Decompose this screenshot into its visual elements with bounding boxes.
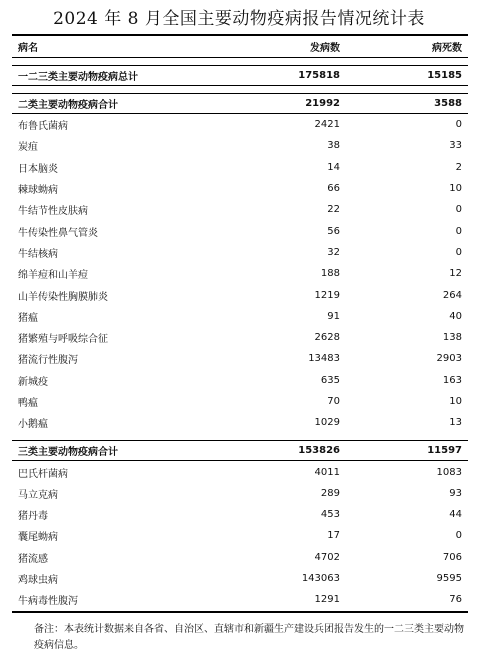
case-count: 13483: [308, 353, 340, 365]
disease-name: 小鹅瘟: [18, 419, 48, 431]
case-count: 38: [327, 140, 340, 152]
table-row: [12, 306, 468, 327]
class3-deaths: 11597: [346, 441, 468, 461]
table-row: [12, 568, 468, 589]
death-count: 138: [442, 332, 462, 344]
case-count: 289: [320, 487, 340, 499]
disease-name: 布鲁氏菌病: [18, 121, 68, 133]
disease-name: 牛病毒性腹泻: [12, 589, 248, 611]
total-cases: 175818: [248, 66, 346, 86]
table-row: [12, 589, 468, 611]
disease-name: 猪流感: [18, 553, 48, 565]
table-header-row: [12, 35, 468, 58]
disease-name: 马立克病: [18, 489, 58, 501]
case-count: 14: [327, 161, 340, 173]
header-name: 病名: [12, 35, 248, 58]
disease-name: 巴氏杆菌病: [18, 468, 68, 480]
table-row: [12, 178, 468, 199]
table-row: [12, 263, 468, 284]
class3-name: 三类主要动物疫病合计: [12, 441, 248, 461]
case-count: 143063: [301, 573, 340, 585]
death-count: 1083: [436, 466, 462, 478]
death-count: 33: [449, 140, 462, 152]
disease-name: 猪瘟: [18, 312, 38, 324]
case-count: 2421: [314, 119, 340, 131]
disease-name: 绵羊痘和山羊痘: [18, 270, 88, 282]
footnote: 备注：本表统计数据来自各省、自治区、直辖市和新疆生产建设兵团报告发生的一二三类主要动物疫病信息。: [34, 624, 464, 651]
table-row: [12, 370, 468, 391]
table-row: [12, 242, 468, 263]
total-deaths: 15185: [346, 66, 468, 86]
table-row: [12, 199, 468, 220]
page-title: 2024 年 8 月全国主要动物疫病报告情况统计表: [53, 9, 425, 29]
case-count: 635: [320, 374, 340, 386]
class2-name: 二类主要动物疫病合计: [12, 94, 248, 114]
header-cases: 发病数: [248, 35, 346, 58]
death-count: 0: [455, 246, 462, 258]
table-row: [12, 547, 468, 568]
disease-name: 炭疽: [18, 142, 38, 154]
death-count: 0: [455, 204, 462, 216]
disease-report-table: [12, 34, 468, 613]
case-count: 66: [327, 183, 340, 195]
table-body: [12, 58, 468, 612]
table-row: [12, 483, 468, 504]
case-count: 32: [327, 246, 340, 258]
death-count: 264: [442, 289, 462, 301]
class2-cases: 21992: [248, 94, 346, 114]
case-count: 2628: [314, 332, 340, 344]
death-count: 93: [449, 487, 462, 499]
death-count: 40: [449, 310, 462, 322]
death-count: 13: [449, 417, 462, 429]
case-count: 4011: [314, 466, 340, 478]
class2-total-row: [12, 94, 468, 114]
death-count: 163: [442, 374, 462, 386]
disease-name: 鸡球虫病: [18, 575, 58, 587]
death-count: 706: [442, 551, 462, 563]
case-count: 22: [327, 204, 340, 216]
case-count: 70: [327, 396, 340, 407]
disease-name: 牛传染性鼻气管炎: [18, 227, 98, 239]
disease-name: 猪繁殖与呼吸综合征: [18, 334, 108, 346]
death-count: 10: [449, 396, 462, 407]
disease-name: 日本脑炎: [18, 163, 58, 175]
disease-name: 新城疫: [18, 376, 48, 388]
class3-cases: 153826: [248, 441, 346, 461]
death-count: 0: [455, 530, 462, 542]
death-count: 9595: [436, 573, 462, 585]
table-row: [12, 504, 468, 525]
header-deaths: 病死数: [346, 35, 468, 58]
table-row: [12, 461, 468, 483]
disease-name: 山羊传染性胸膜肺炎: [18, 291, 108, 303]
table-row: [12, 114, 468, 136]
table-row: [12, 220, 468, 241]
case-count: 17: [327, 530, 340, 542]
disease-name: 牛结节性皮肤病: [18, 206, 88, 218]
death-count: 12: [449, 268, 462, 280]
death-count: 76: [346, 589, 468, 611]
disease-name: 鸭瘟: [18, 398, 38, 409]
case-count: 91: [327, 310, 340, 322]
death-count: 0: [455, 119, 462, 131]
table-row: [12, 135, 468, 156]
table-row: [12, 348, 468, 369]
class2-deaths: 3588: [346, 94, 468, 114]
case-count: 1029: [314, 417, 340, 429]
table-row: [12, 157, 468, 178]
death-count: 2903: [436, 353, 462, 365]
case-count: 4702: [314, 551, 340, 563]
death-count: 44: [449, 509, 462, 521]
death-count: 0: [455, 225, 462, 237]
case-count: 1291: [248, 589, 346, 611]
case-count: 56: [327, 225, 340, 237]
death-count: 10: [449, 183, 462, 195]
case-count: 1219: [314, 289, 340, 301]
case-count: 453: [320, 509, 340, 521]
table-row: [12, 391, 468, 412]
disease-name: 囊尾蚴病: [18, 532, 58, 544]
table-row: [12, 284, 468, 305]
class3-total-row: [12, 441, 468, 461]
disease-name: 猪流行性腹泻: [18, 355, 78, 367]
disease-name: 牛结核病: [18, 248, 58, 260]
case-count: 188: [320, 268, 340, 280]
table-row: [12, 327, 468, 348]
disease-name: 猪丹毒: [18, 511, 48, 523]
death-count: 2: [455, 161, 462, 173]
disease-name: 棘球蚴病: [18, 185, 58, 197]
table-row: [12, 525, 468, 546]
total-name: 一二三类主要动物疫病总计: [12, 66, 248, 86]
table-row: [12, 412, 468, 433]
total-row: [12, 66, 468, 86]
